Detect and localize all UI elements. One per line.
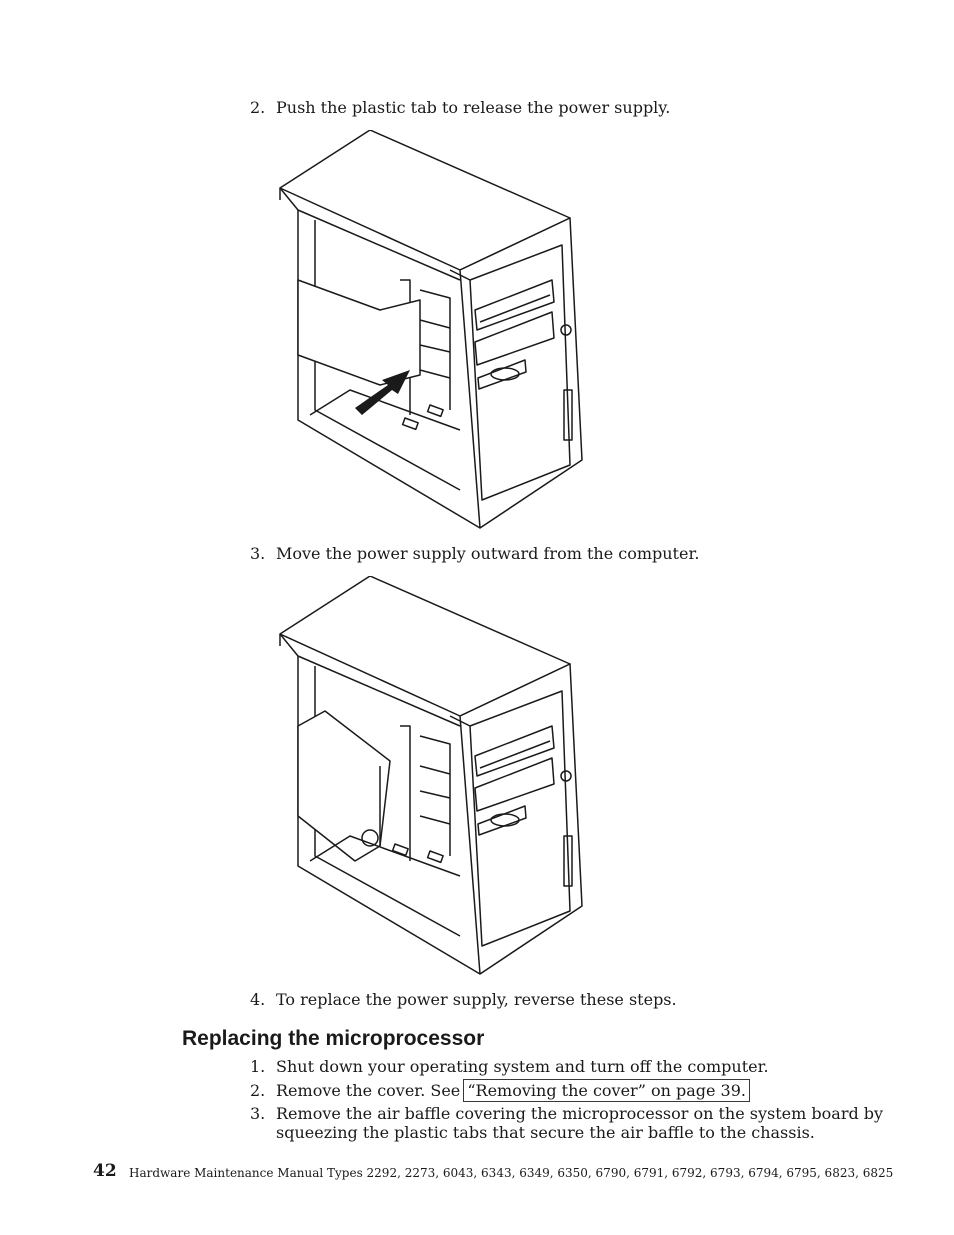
step-text: Shut down your operating system and turn off the computer. xyxy=(276,1057,769,1076)
step-number: 3. xyxy=(250,1104,266,1123)
removing-cover-link[interactable]: “Removing the cover” on page 39. xyxy=(467,1081,746,1100)
step-number: 4. xyxy=(250,990,266,1009)
step-text: Move the power supply outward from the computer. xyxy=(276,544,700,563)
step-text-line-1: Remove the air baffle covering the microprocessor on the system board by xyxy=(276,1104,884,1123)
step-text-line-2: squeezing the plastic tabs that secure the air baffle to the chassis. xyxy=(276,1123,815,1142)
step-text xyxy=(276,1081,748,1101)
page-number: 42 xyxy=(93,1161,117,1181)
section-heading: Replacing the microprocessor xyxy=(182,1027,485,1050)
figure-release-power-supply xyxy=(270,130,600,530)
figure-move-power-supply-outward xyxy=(270,576,600,976)
step-text: Push the plastic tab to release the power supply. xyxy=(276,98,671,117)
step-number: 2. xyxy=(250,98,266,117)
footer-title: Hardware Maintenance Manual Types 2292, 2273, 6043, 6343, 6349, 6350, 6790, 6791, 6792, 6793, 6794, 6795, 6823, 6825 xyxy=(129,1166,894,1180)
step-text: To replace the power supply, reverse these steps. xyxy=(276,990,677,1009)
step-number: 3. xyxy=(250,544,266,563)
step-text-prefix: Remove the cover. See xyxy=(276,1081,466,1100)
step-number: 2. xyxy=(250,1081,266,1100)
step-number: 1. xyxy=(250,1057,266,1076)
